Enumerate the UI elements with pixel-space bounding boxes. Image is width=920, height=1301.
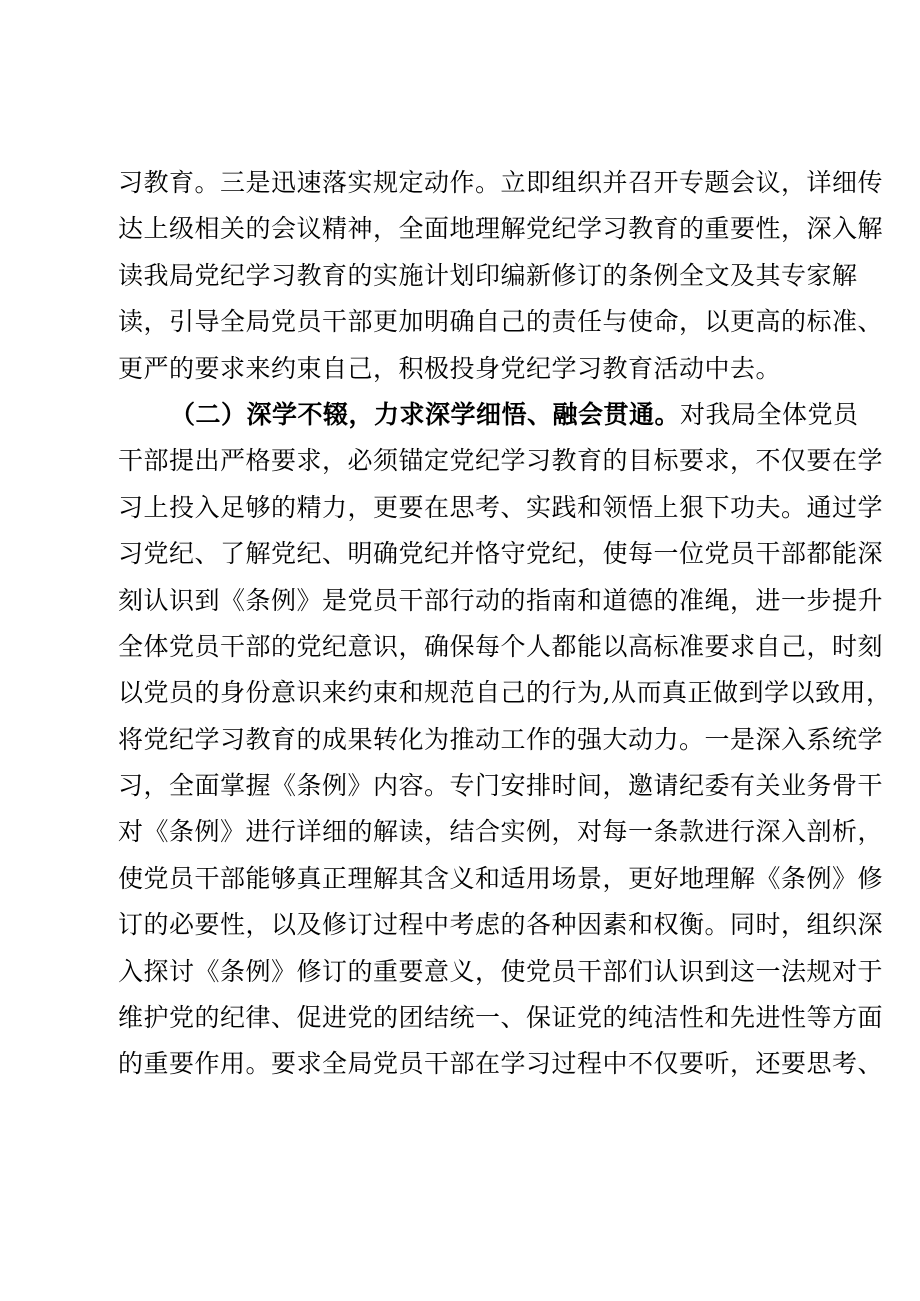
- text-line: 习党纪、了解党纪、明确党纪并恪守党纪，使每一位党员干部都能深: [118, 539, 884, 569]
- text-line: 入探讨《条例》修订的重要意义，使党员干部们认识到这一法规对于: [118, 956, 884, 986]
- body-text: [118, 160, 892, 1088]
- text-span: 对我局全体党员: [680, 399, 859, 429]
- text-line: 干部提出严格要求，必须锚定党纪学习教育的目标要求，不仅要在学: [118, 446, 884, 476]
- text-line: 习，全面掌握《条例》内容。专门安排时间，邀请纪委有关业务骨干: [118, 771, 884, 801]
- text-line: 维护党的纪律、促进党的团结统一、保证党的纯洁性和先进性等方面: [118, 1003, 884, 1033]
- text-line: 达上级相关的会议精神，全面地理解党纪学习教育的重要性，深入解: [118, 214, 884, 244]
- text-line: 以党员的身份意识来约束和规范自己的行为,从而真正做到学以致用，: [118, 678, 892, 708]
- section-heading: （二）深学不辍，力求深学细悟、融会贯通。: [170, 399, 681, 429]
- text-line: 的重要作用。要求全局党员干部在学习过程中不仅要听，还要思考、: [118, 1049, 884, 1079]
- text-line: 习教育。三是迅速落实规定动作。立即组织并召开专题会议，详细传: [118, 168, 884, 197]
- text-line: 更严的要求来约束自己，积极投身党纪学习教育活动中去。: [118, 353, 782, 383]
- text-line: 读，引导全局党员干部更加明确自己的责任与使命，以更高的标准、: [118, 307, 884, 337]
- text-line: 使党员干部能够真正理解其含义和适用场景，更好地理解《条例》修: [118, 863, 884, 893]
- paragraph-first-line: [118, 392, 859, 438]
- text-line: 读我局党纪学习教育的实施计划印编新修订的条例全文及其专家解: [118, 260, 858, 290]
- text-line: 订的必要性，以及修订过程中考虑的各种因素和权衡。同时，组织深: [118, 910, 884, 940]
- text-line: 习上投入足够的精力，更要在思考、实践和领悟上狠下功夫。通过学: [118, 492, 884, 522]
- text-line: 对《条例》进行详细的解读，结合实例，对每一条款进行深入剖析，: [118, 817, 884, 847]
- text-line: 将党纪学习教育的成果转化为推动工作的强大动力。一是深入系统学: [118, 724, 884, 754]
- text-line: 全体党员干部的党纪意识，确保每个人都能以高标准要求自己，时刻: [118, 631, 884, 661]
- text-line: 刻认识到《条例》是党员干部行动的指南和道德的准绳，进一步提升: [118, 585, 884, 615]
